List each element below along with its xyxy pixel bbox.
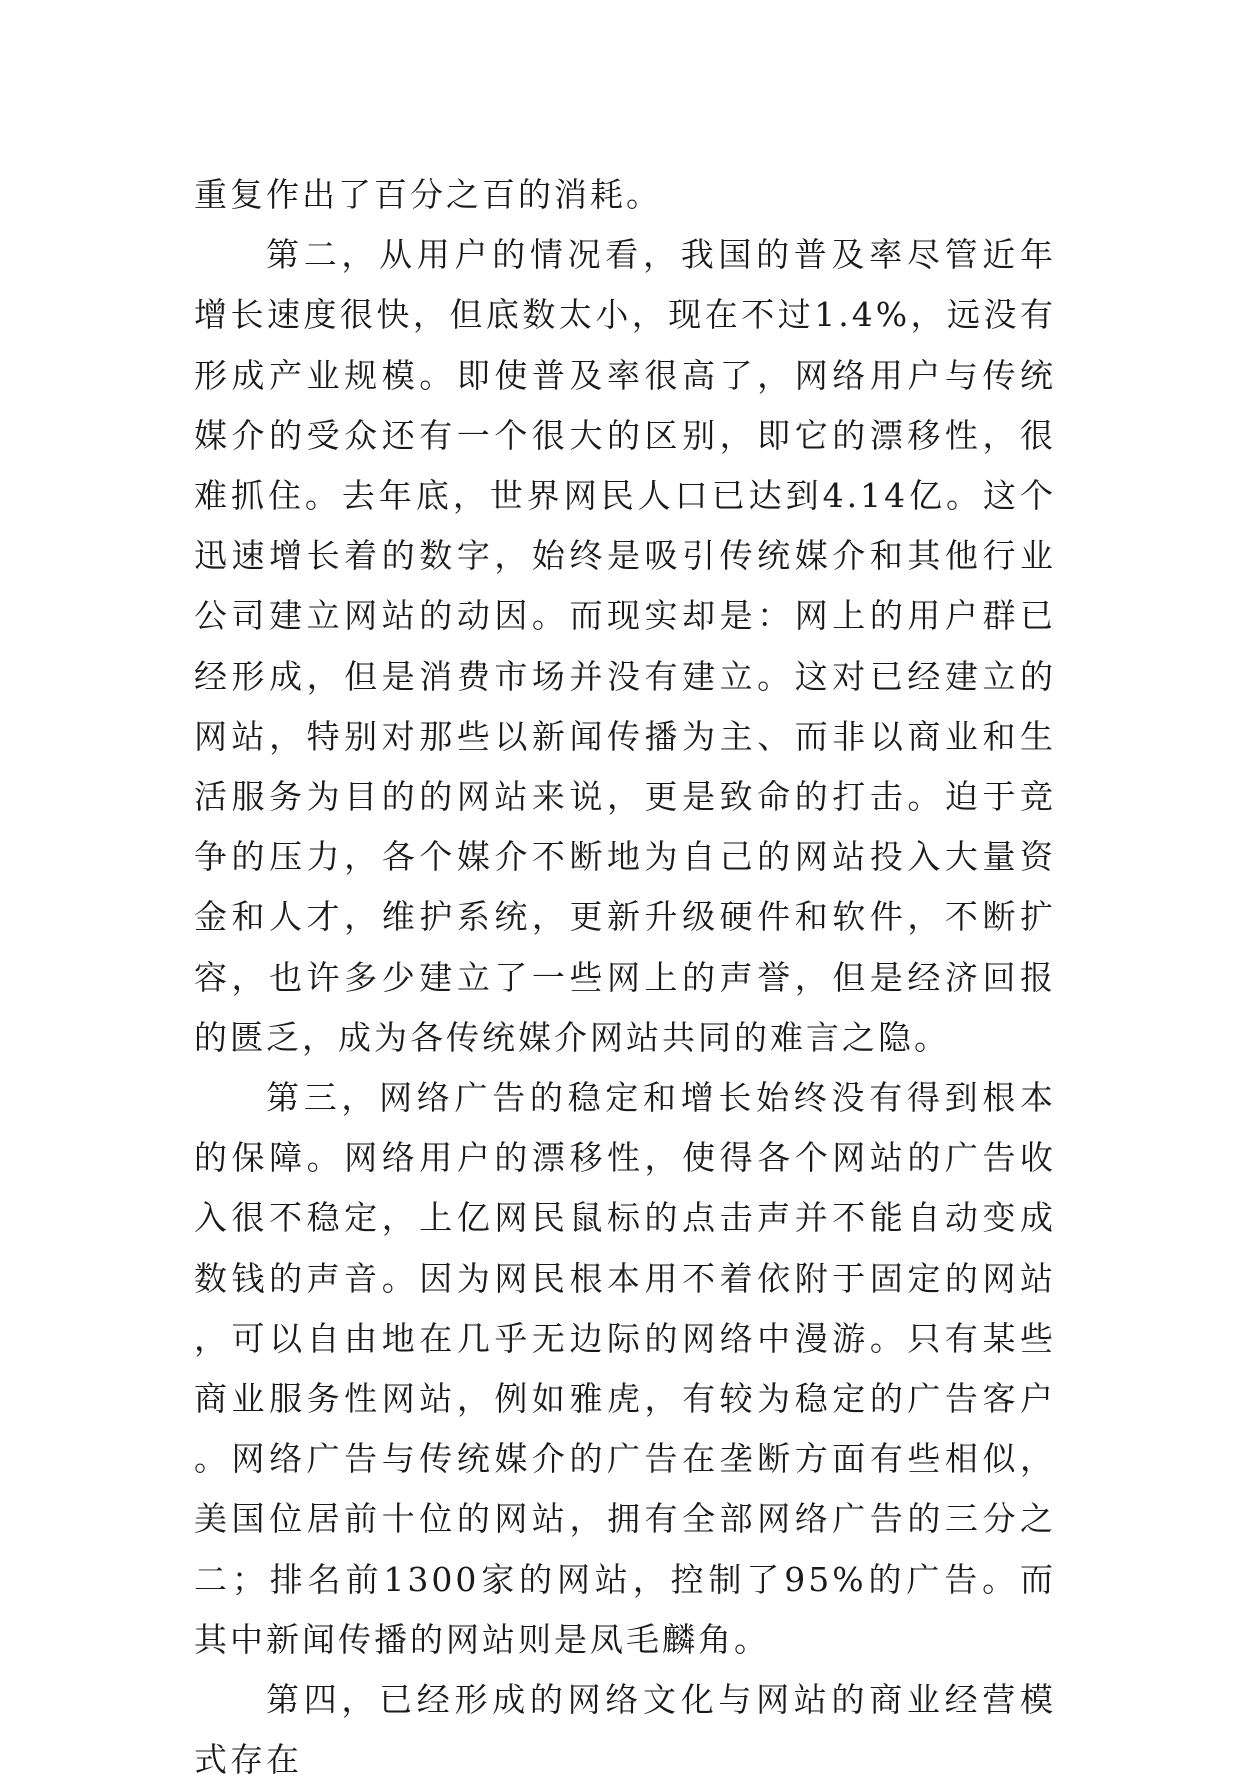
paragraph-third-point: 第三，网络广告的稳定和增长始终没有得到根本的保障。网络用户的漂移性，使得各个网站的广告收入很不稳定，上亿网民鼠标的点击声并不能自动变成数钱的声音。因为网民根本用不着依附于固定的网站，可以自由地在几乎无边际的网络中漫游。只有某些商业服务性网站，例如雅虎，有较为稳定的广告客户。网络广告与传统媒介的广告在垄断方面有些相似，美国位居前十位的网站，拥有全部网络广告的三分之二；排名前1300家的网站，控制了95%的广告。而其中新闻传播的网站则是凤毛麟角。 xyxy=(194,1078,1056,1659)
paragraph-continuation: 重复作出了百分之百的消耗。 xyxy=(194,175,662,214)
paragraph-second-point: 第二，从用户的情况看，我国的普及率尽管近年增长速度很快，但底数太小，现在不过1.4%，远没有形成产业规模。即使普及率很高了，网络用户与传统媒介的受众还有一个很大的区别，即它的漂移性，很难抓住。去年底，世界网民人口已达到4.14亿。这个迅速增长着的数字，始终是吸引传统媒介和其他行业公司建立网站的动因。而现实却是：网上的用户群已经形成，但是消费市场并没有建立。这对已经建立的网站，特别对那些以新闻传播为主、而非以商业和生活服务为目的的网站来说，更是致命的打击。迫于竞争的压力，各个媒介不断地为自己的网站投入大量资金和人才，维护系统，更新升级硬件和软件，不断扩容，也许多少建立了一些网上的声誉，但是经济回报的匮乏，成为各传统媒介网站共同的难言之隐。 xyxy=(194,235,1056,1057)
paragraph-fourth-point: 第四，已经形成的网络文化与网站的商业经营模式存在 xyxy=(194,1680,1056,1780)
body-text xyxy=(194,165,1056,1790)
